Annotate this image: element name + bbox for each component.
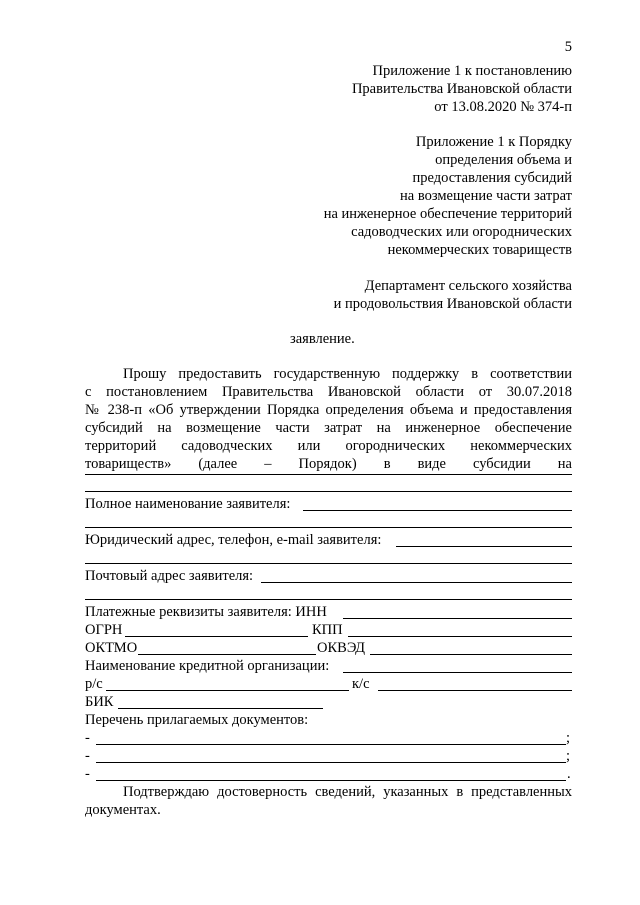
document-title: заявление. — [290, 331, 355, 347]
body-word: – — [264, 456, 272, 472]
kpp-field[interactable] — [348, 636, 572, 637]
bik-label: БИК — [85, 694, 114, 710]
header-line: определения объема и — [435, 152, 572, 168]
doc-item-dash: - — [85, 730, 90, 746]
oktmo-field[interactable] — [138, 654, 316, 655]
recipient-line: Департамент сельского хозяйства — [364, 278, 572, 294]
inn-field[interactable] — [343, 618, 572, 619]
header-line: предоставления субсидий — [412, 170, 572, 186]
subsidy-blank-line[interactable] — [85, 474, 572, 475]
doc-item-field[interactable] — [96, 762, 566, 763]
full-name-field-extra[interactable] — [85, 527, 572, 528]
body-word: виде — [417, 456, 446, 472]
doc-item-field[interactable] — [96, 744, 566, 745]
doc-item-end: . — [567, 766, 571, 782]
body-line: с постановлением Правительства Ивановской области от 30.07.2018 — [85, 384, 572, 400]
header-line: садоводческих или огороднических — [351, 224, 572, 240]
body-line: № 238-п «Об утверждении Порядка определения объема и предоставления — [85, 402, 572, 418]
header-line: Приложение 1 к постановлению — [372, 63, 572, 79]
body-word: Порядок) — [298, 456, 357, 472]
page-number: 5 — [564, 39, 572, 55]
postal-address-label: Почтовый адрес заявителя: — [85, 568, 254, 584]
header-line: от 13.08.2020 № 374-п — [434, 99, 572, 115]
kpp-label: КПП — [312, 622, 343, 638]
body-word: на — [557, 456, 572, 472]
body-last-line — [85, 455, 572, 473]
ks-field[interactable] — [378, 690, 572, 691]
full-name-label: Полное наименование заявителя: — [85, 496, 291, 512]
inn-label: Платежные реквизиты заявителя: ИНН — [85, 604, 327, 620]
doc-item-dash: - — [85, 748, 90, 764]
body-line: территорий садоводческих или огороднических некоммерческих — [85, 438, 572, 454]
ks-label: к/с — [352, 676, 370, 692]
legal-address-label: Юридический адрес, телефон, e-mail заявителя: — [85, 532, 382, 548]
body-word: субсидии — [473, 456, 531, 472]
body-word: в — [383, 456, 391, 472]
body-line: Прошу предоставить государственную поддержку в соответствии — [123, 366, 572, 382]
legal-address-field[interactable] — [396, 546, 572, 547]
recipient-line: и продовольствия Ивановской области — [333, 296, 572, 312]
doc-item-dash: - — [85, 766, 90, 782]
bank-name-label: Наименование кредитной организации: — [85, 658, 330, 674]
header-line: Правительства Ивановской области — [351, 81, 572, 97]
header-line: на инженерное обеспечение территорий — [323, 206, 572, 222]
legal-address-field-extra[interactable] — [85, 563, 572, 564]
header-line: на возмещение части затрат — [400, 188, 572, 204]
subsidy-blank-line[interactable] — [85, 491, 572, 492]
body-word: товариществ» — [85, 456, 172, 472]
rs-label: р/с — [85, 676, 103, 692]
full-name-field[interactable] — [303, 510, 572, 511]
header-line: Приложение 1 к Порядку — [415, 134, 572, 150]
bik-field[interactable] — [118, 708, 323, 709]
doc-item-end: ; — [566, 730, 571, 746]
doc-item-end: ; — [566, 748, 571, 764]
postal-address-field[interactable] — [261, 582, 572, 583]
confirm-line: Подтверждаю достоверность сведений, указанных в представленных — [123, 784, 572, 800]
postal-address-field-extra[interactable] — [85, 599, 572, 600]
docs-list-label: Перечень прилагаемых документов: — [85, 712, 309, 728]
bank-name-field[interactable] — [343, 672, 572, 673]
okved-label: ОКВЭД — [317, 640, 366, 656]
body-line: субсидий на возмещение части затрат на инженерное обеспечение — [85, 420, 572, 436]
body-word: (далее — [198, 456, 238, 472]
ogrn-label: ОГРН — [85, 622, 123, 638]
oktmo-label: ОКТМО — [85, 640, 138, 656]
ogrn-field[interactable] — [125, 636, 308, 637]
confirm-line: документах. — [85, 802, 161, 818]
header-line: некоммерческих товариществ — [387, 242, 572, 258]
okved-field[interactable] — [370, 654, 572, 655]
doc-item-field[interactable] — [96, 780, 566, 781]
rs-field[interactable] — [106, 690, 349, 691]
